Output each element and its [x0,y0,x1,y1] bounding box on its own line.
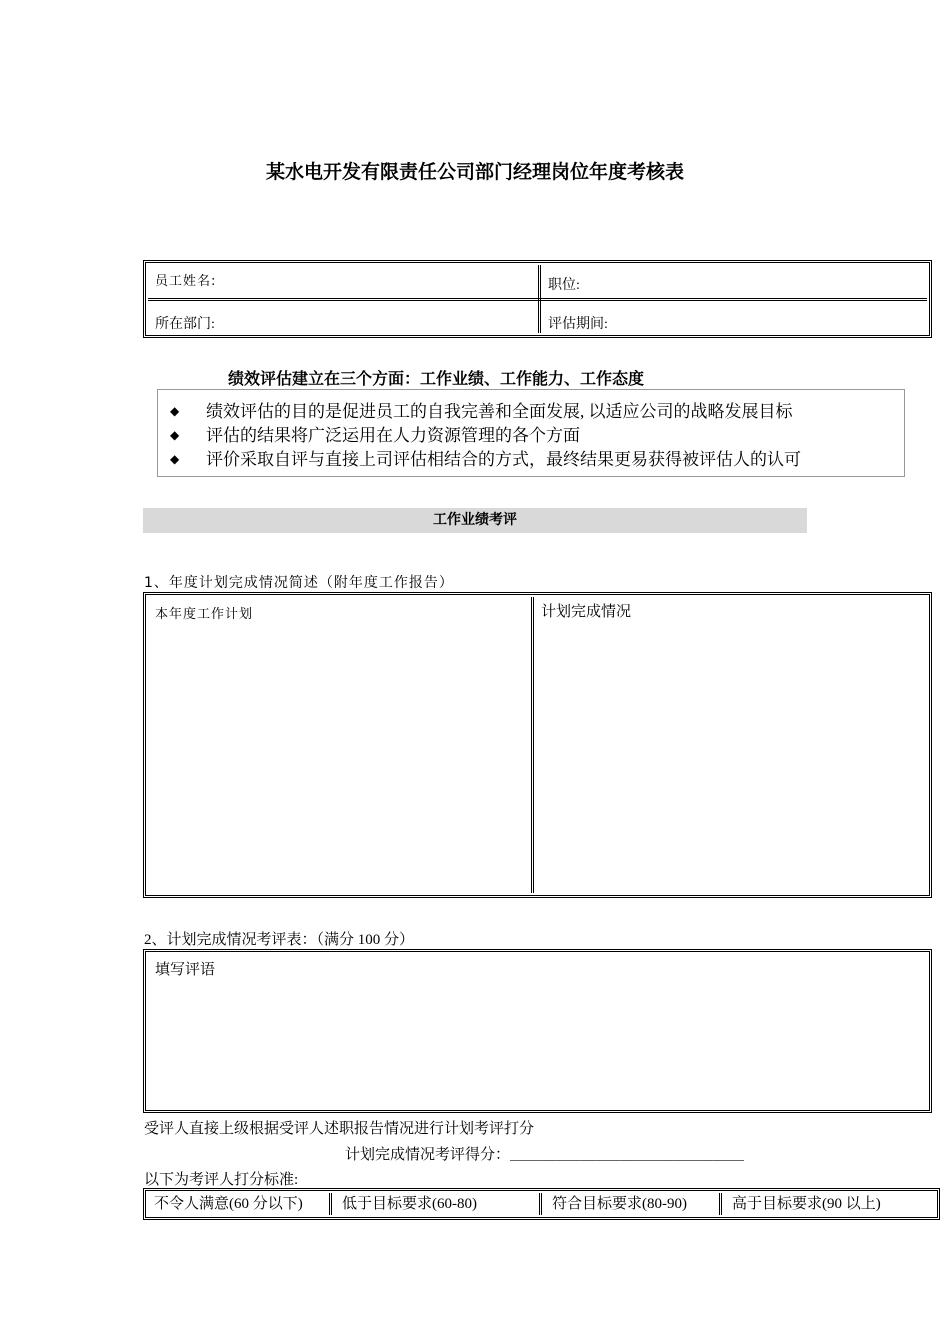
level-unsatisfactory: 不令人满意(60 分以下) [154,1196,303,1212]
comment-box[interactable] [143,949,932,1113]
plan-summary-table [143,592,932,898]
department-field[interactable]: 所在部门: [155,317,215,332]
plan-score-label-text: 计划完成情况考评得分： [345,1147,511,1163]
employee-name-field[interactable]: 员工姓名: [155,274,217,289]
plan-completion-column[interactable]: 计划完成情况 [541,604,632,620]
plan-score-input[interactable]: ______________________________ [510,1148,745,1163]
principle-item: ◆ 绩效评估的目的是促进员工的自我完善和全面发展, 以适应公司的战略发展目标 [170,402,793,421]
principles-heading: 绩效评估建立在三个方面：工作业绩、工作能力、工作态度 [228,369,645,388]
diamond-bullet-icon: ◆ [170,452,180,466]
diamond-bullet-icon: ◆ [170,428,180,442]
level-exceeds-target: 高于目标要求(90 以上) [732,1196,881,1212]
diamond-bullet-icon: ◆ [170,404,180,418]
annual-plan-column[interactable]: 本年度工作计划 [155,607,254,622]
comment-placeholder: 填写评语 [155,962,216,978]
principles-box [157,389,905,477]
principle-item: ◆ 评价采取自评与直接上司评估相结合的方式，最终结果更易获得被评估人的认可 [170,450,801,469]
scoring-standard-table [143,1188,940,1220]
scoring-note: 受评人直接上级根据受评人述职报告情况进行计划考评打分 [144,1121,535,1137]
plan-score-label: 2、计划完成情况考评表：（满分 100 分） [144,932,415,948]
evaluation-period-field[interactable]: 评估期间: [548,317,608,332]
plan-summary-label: 1、年度计划完成情况简述（附年度工作报告） [144,575,454,591]
principle-item: ◆ 评估的结果将广泛运用在人力资源管理的各个方面 [170,426,580,445]
employee-info-table [143,260,932,338]
section-title-bar: 工作业绩考评 [143,508,807,533]
position-field[interactable]: 职位: [548,278,580,293]
level-meets-target: 符合目标要求(80-90) [552,1196,687,1212]
plan-score-row [345,1143,744,1164]
level-below-target: 低于目标要求(60-80) [342,1196,477,1212]
scoring-standard-label: 以下为考评人打分标准: [144,1172,299,1188]
page-title: 某水电开发有限责任公司部门经理岗位年度考核表 [265,161,684,183]
